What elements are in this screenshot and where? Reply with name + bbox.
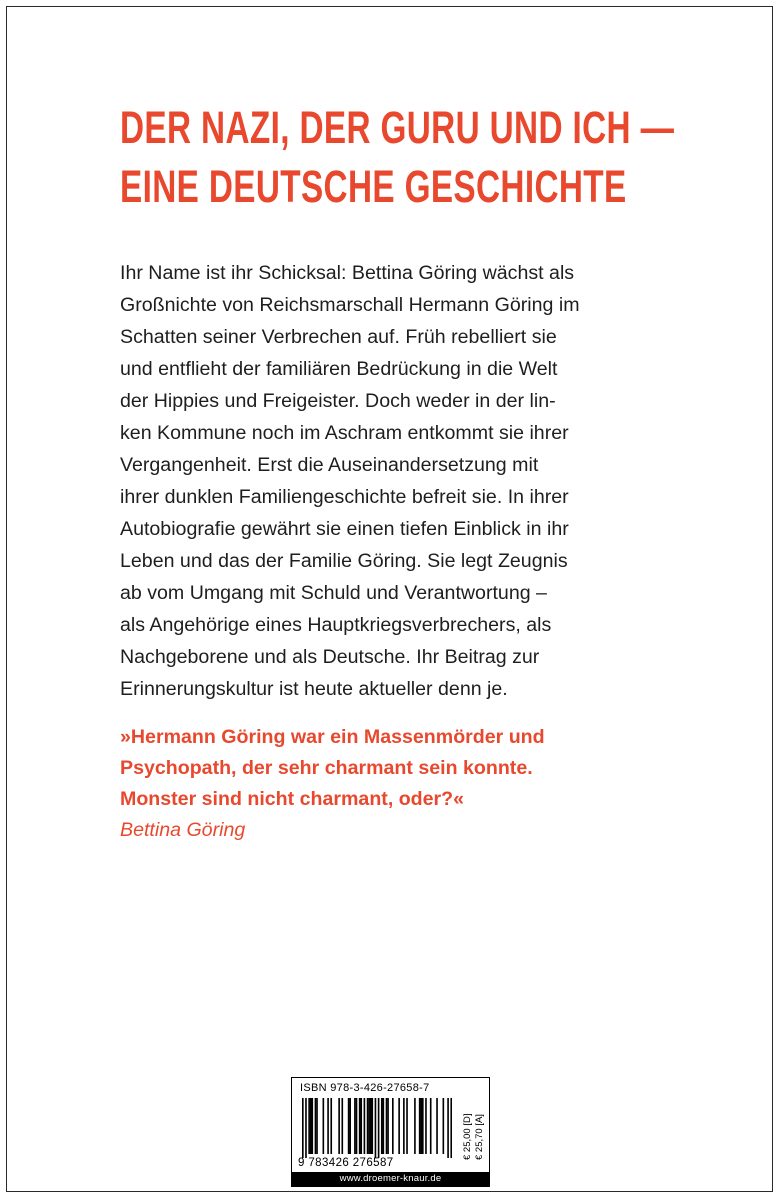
- barcode-bar: [348, 1098, 350, 1154]
- title-line-1: DER NAZI, DER GURU UND ICH —: [120, 102, 675, 153]
- barcode-bar: [378, 1098, 380, 1158]
- barcode-bar: [425, 1098, 427, 1154]
- blurb-text: [120, 257, 700, 705]
- barcode-bar: [420, 1098, 422, 1154]
- barcode-bar: [381, 1098, 383, 1154]
- barcode-bar: [323, 1098, 325, 1154]
- barcode-bar: [305, 1098, 307, 1158]
- blurb-line: als Angehörige eines Hauptkriegsverbrechers, als: [120, 614, 552, 636]
- blurb-line: Leben und das der Familie Göring. Sie legt Zeugnis: [120, 550, 568, 572]
- blurb-line: Vergangenheit. Erst die Auseinandersetzung mit: [120, 454, 539, 476]
- barcode-bar: [315, 1098, 317, 1154]
- blurb-line: ab vom Umgang mit Schuld und Verantwortung –: [120, 582, 547, 604]
- quote-line: Monster sind nicht charmant, oder?«: [120, 788, 465, 810]
- blurb-line: Nachgeborene und als Deutsche. Ihr Beitrag zur: [120, 646, 540, 668]
- barcode-bar: [354, 1098, 356, 1154]
- blurb-line: Autobiografie gewährt sie einen tiefen Einblick in ihr: [120, 518, 569, 540]
- quote-line: Psychopath, der sehr charmant sein konnte.: [120, 757, 533, 779]
- blurb-line: ihrer dunklen Familiengeschichte befreit sie. In ihrer: [120, 486, 569, 508]
- barcode-bar: [443, 1098, 445, 1154]
- barcode-bar: [338, 1098, 340, 1154]
- isbn-number: ISBN 978-3-426-27658-7: [300, 1082, 430, 1094]
- barcode-bar: [316, 1098, 318, 1154]
- barcode-bar: [311, 1098, 313, 1154]
- title-line-2: EINE DEUTSCHE GESCHICHTE: [120, 161, 627, 212]
- barcode-bar: [387, 1098, 389, 1154]
- barcode-digits: 9 783426 276587: [298, 1157, 394, 1169]
- barcode-bar: [422, 1098, 424, 1154]
- barcode-bar: [349, 1098, 351, 1154]
- barcode-bar: [370, 1098, 372, 1154]
- barcode-bars: [302, 1098, 452, 1158]
- barcode-bar: [359, 1098, 361, 1154]
- barcode-bar: [327, 1098, 329, 1154]
- price-de: € 25,00 [D]: [462, 1113, 473, 1160]
- barcode-bar: [375, 1098, 377, 1158]
- barcode-bar: [383, 1098, 385, 1154]
- barcode-bar: [341, 1098, 343, 1154]
- barcode-bar: [371, 1098, 373, 1154]
- blurb-line: Großnichte von Reichsmarschall Hermann Göring im: [120, 294, 580, 316]
- barcode-bar: [302, 1098, 304, 1158]
- price-labels: [460, 1092, 486, 1162]
- barcode-bar: [450, 1098, 452, 1158]
- barcode-bar: [360, 1098, 362, 1154]
- barcode-bar: [414, 1098, 416, 1154]
- quote-author: Bettina Göring: [120, 819, 246, 841]
- barcode-bar: [308, 1098, 310, 1154]
- blurb-line: Ihr Name ist ihr Schicksal: Bettina Göring wächst als: [120, 262, 575, 284]
- barcode-bar: [430, 1098, 432, 1154]
- blurb-line: der Hippies und Freigeister. Doch weder in der lin-: [120, 390, 556, 412]
- blurb-line: und entflieht der familiären Bedrückung in die Welt: [120, 358, 558, 380]
- price-at: € 25,70 [A]: [474, 1114, 485, 1160]
- blurb-line: Erinnerungskultur ist heute aktueller denn je.: [120, 678, 508, 700]
- barcode-bar: [447, 1098, 449, 1158]
- pull-quote: [120, 722, 720, 846]
- barcode-bar: [330, 1098, 332, 1154]
- barcode-bar: [406, 1098, 408, 1154]
- blurb-line: ken Kommune noch im Aschram entkommt sie ihrer: [120, 422, 569, 444]
- barcode-bar: [367, 1098, 369, 1154]
- barcode-bar: [436, 1098, 438, 1154]
- barcode-bar: [392, 1098, 394, 1154]
- barcode-bar: [386, 1098, 388, 1154]
- barcode-bar: [368, 1098, 370, 1154]
- barcode-bar: [364, 1098, 366, 1154]
- blurb-line: Schatten seiner Verbrechen auf. Früh rebelliert sie: [120, 326, 557, 348]
- barcode-bar: [310, 1098, 312, 1154]
- publisher-url: www.droemer-knaur.de: [292, 1172, 489, 1186]
- book-title: [120, 98, 675, 216]
- barcode-bar: [403, 1098, 405, 1154]
- barcode-bar: [398, 1098, 400, 1154]
- barcode-bar: [419, 1098, 421, 1154]
- quote-line: »Hermann Göring war ein Massenmörder und: [120, 726, 545, 748]
- barcode-box: [291, 1077, 490, 1187]
- barcode-bar: [356, 1098, 358, 1154]
